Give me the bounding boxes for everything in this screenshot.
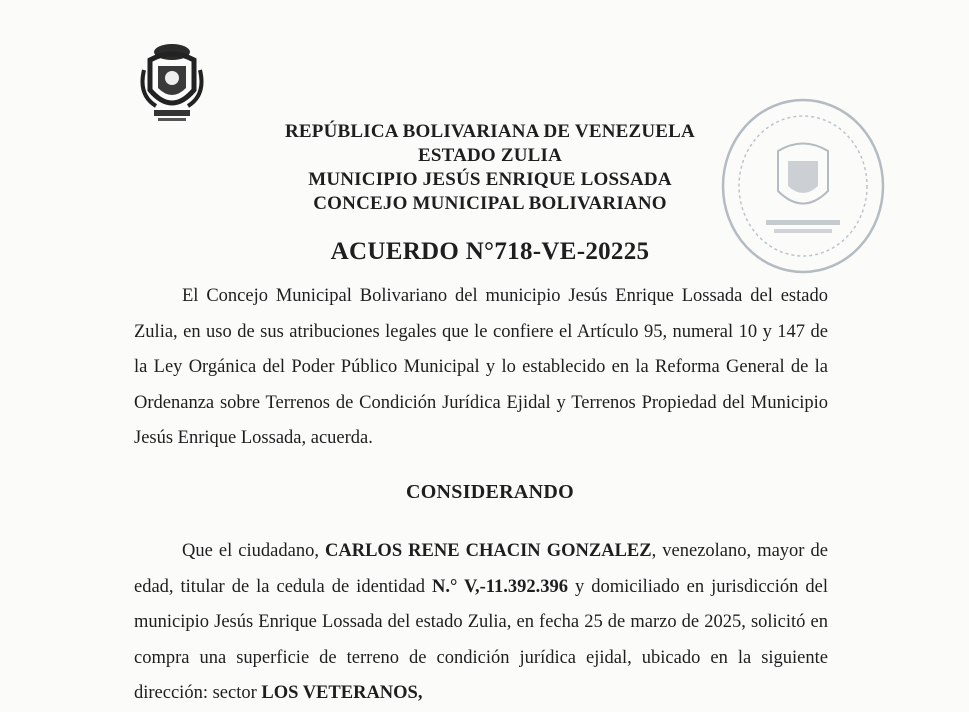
letterhead-municipality: MUNICIPIO JESÚS ENRIQUE LOSSADA (308, 169, 672, 190)
letterhead (230, 120, 750, 216)
document-title: ACUERDO N°718-VE-20225 (330, 238, 650, 265)
intro-paragraph: El Concejo Municipal Bolivariano del municipio Jesús Enrique Lossada del estado Zulia, en uso de sus atribuciones legales que le confiere el Artículo 95, numeral 10 y 147 de la Ley Orgánica del Poder Público Municipal y lo establecido en la Reforma General de la Ordenanza sobre Terrenos de Condición Jurídica Ejidal y Terrenos Propiedad del Municipio Jesús Enrique Lossada, acuerda. (134, 286, 828, 449)
letterhead-state: ESTADO ZULIA (417, 145, 563, 166)
applicant-id: N.° V,-11.392.396 (432, 576, 569, 597)
considerando-paragraph (134, 534, 828, 712)
considerando-heading: CONSIDERANDO (405, 481, 575, 503)
applicant-name: CARLOS RENE CHACIN GONZALEZ (325, 541, 652, 561)
considerando-text-1: Que el ciudadano, (182, 541, 326, 561)
considerando-text-3: y domiciliado en jurisdicción del municipio Jesús Enrique Lossada del estado Zulia, en fecha 25 de marzo de 2025, solicitó en compra una superficie de terreno de condición jurídica ejidal, ubicado en la siguiente dirección: sector (134, 576, 828, 704)
letterhead-council: CONCEJO MUNICIPAL BOLIVARIANO (313, 193, 667, 214)
municipal-coat-of-arms-icon (136, 40, 208, 126)
sector-name: LOS VETERANOS, (261, 683, 423, 704)
letterhead-republic: REPÚBLICA BOLIVARIANA DE VENEZUELA (285, 121, 695, 142)
considerando-text-2: , venezolano, mayor de edad, titular de la cedula de identidad (134, 541, 828, 597)
